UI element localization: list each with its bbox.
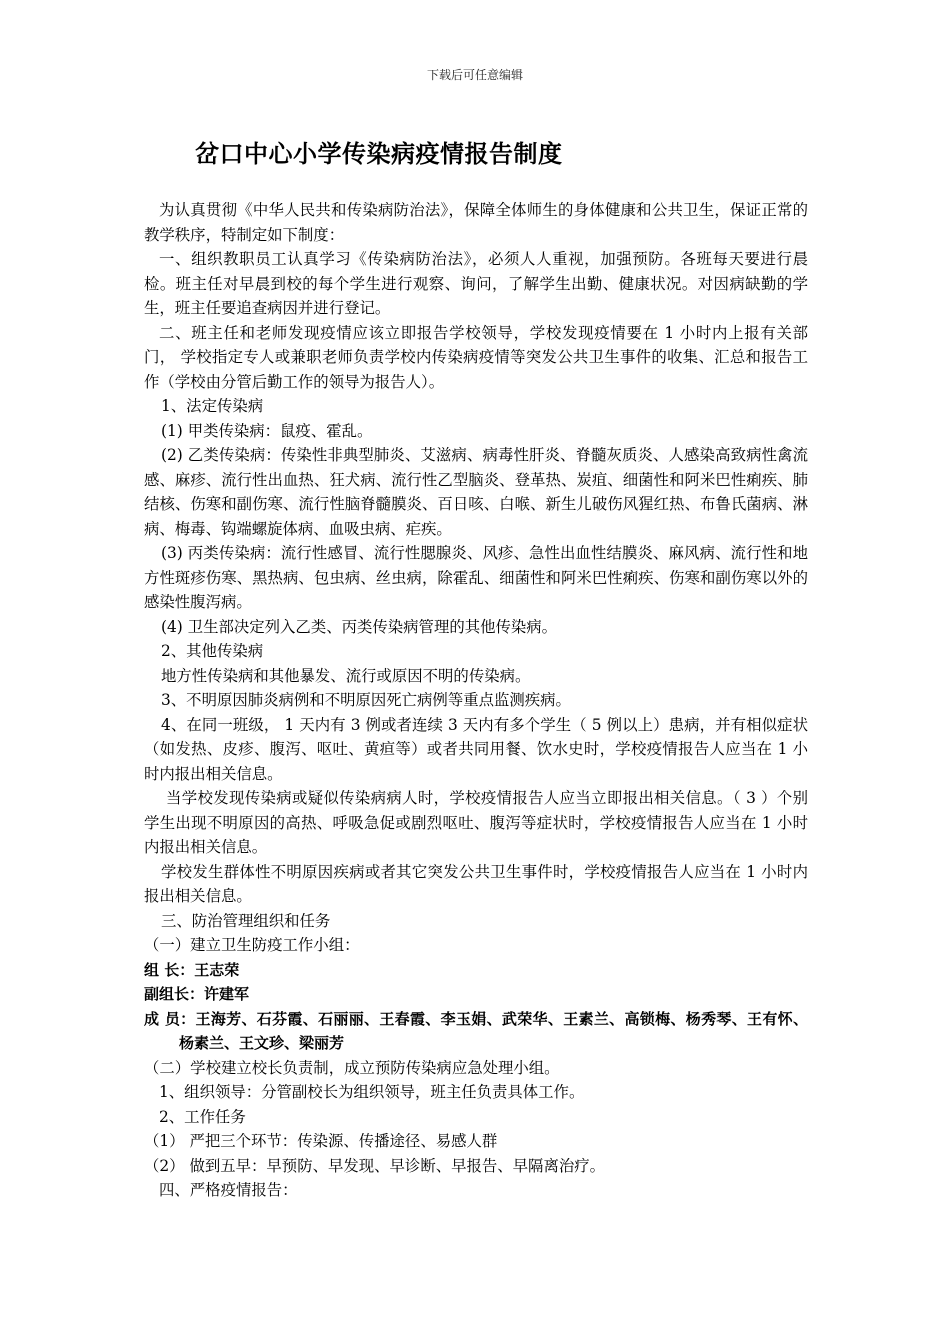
paragraph-three-links: （1） 严把三个环节：传染源、传播途径、易感人群 [144, 1132, 498, 1150]
paragraph-emergency-group: （二）学校建立校长负责制，成立预防传染病应急处理小组。 [144, 1058, 560, 1077]
paragraph-class-a: (1) 甲类传染病：鼠疫、霍乱。 [161, 421, 373, 440]
document-body [144, 198, 808, 1203]
paragraph-legal-diseases: 1、法定传染病 [161, 397, 264, 415]
paragraph-same-class: 4、在同一班级， 1 天内有 3 例或者连续 3 天内有多个学生（ 5 例以上）患病，并有相似症状（如发热、皮疹、腹泻、呕吐、黄疸等）或者共同用餐、饮水史时，学校疫情报告人应当在 1 小时内报出相关信息。 [144, 715, 808, 783]
paragraph-section-3: 三、防治管理组织和任务 [161, 911, 331, 930]
paragraph-five-early: （2） 做到五早：早预防、早发现、早诊断、早报告、早隔离治疗。 [144, 1156, 606, 1175]
paragraph-other-listed: (4) 卫生部决定列入乙类、丙类传染病管理的其他传染病。 [161, 617, 558, 636]
paragraph-section-2: 二、班主任和老师发现疫情应该立即报告学校领导，学校发现疫情要在 1 小时内上报有关部门， 学校指定专人或兼职老师负责学校内传染病疫情等突发公共卫生事件的收集、汇总和报告工作（学校由分管后勤工作的领导为报告人）。 [144, 323, 808, 391]
paragraph-class-b: (2) 乙类传染病：传染性非典型肺炎、艾滋病、病毒性肝炎、脊髓灰质炎、人感染高致病性禽流感、麻疹、流行性出血热、狂犬病、流行性乙型脑炎、登革热、炭疽、细菌性和阿米巴性痢疾、肺结核、伤寒和副伤寒、流行性脑脊髓膜炎、百日咳、白喉、新生儿破伤风猩红热、布鲁氏菌病、淋病、梅毒、钩端螺旋体病、血吸虫病、疟疾。 [144, 446, 808, 538]
page-header: 下载后可任意编辑 [426, 68, 523, 82]
paragraph-local-diseases: 地方性传染病和其他暴发、流行或原因不明的传染病。 [161, 666, 531, 685]
paragraph-section-1: 一、组织教职员工认真学习《传染病防治法》，必须人人重视，加强预防。各班每天要进行晨检。班主任对早晨到校的每个学生进行观察、询问，了解学生出勤、健康状况。对因病缺勤的学生，班主任要追查病因并进行登记。 [144, 250, 808, 317]
group-deputy: 副组长：许建军 [144, 985, 250, 1003]
group-members: 成 员：王海芳、石芬霞、石丽丽、王春霞、李玉娟、武荣华、王素兰、高锁梅、杨秀琴、王有怀、杨素兰、王文珍、梁丽芳 [144, 1009, 808, 1052]
paragraph-leadership: 1、组织领导：分管副校长为组织领导，班主任负责具体工作。 [159, 1083, 585, 1101]
paragraph-group-event: 学校发生群体性不明原因疾病或者其它突发公共卫生事件时，学校疫情报告人应当在 1 小时内报出相关信息。 [144, 862, 808, 905]
group-leader: 组 长：王志荣 [144, 960, 240, 979]
paragraph-other-diseases: 2、其他传染病 [161, 642, 264, 660]
paragraph-section-4: 四、严格疫情报告： [159, 1181, 298, 1199]
paragraph-monitoring: 3、不明原因肺炎病例和不明原因死亡病例等重点监测疾病。 [161, 691, 571, 709]
paragraph-group-setup: （一）建立卫生防疫工作小组： [144, 936, 360, 954]
paragraph-tasks: 2、工作任务 [159, 1107, 246, 1126]
paragraph-class-c: (3) 丙类传染病：流行性感冒、流行性腮腺炎、风疹、急性出血性结膜炎、麻风病、流行性和地方性斑疹伤寒、黑热病、包虫病、丝虫病，除霍乱、细菌性和阿米巴性痢疾、伤寒和副伤寒以外的感染性腹泻病。 [144, 544, 808, 611]
paragraph-intro: 为认真贯彻《中华人民共和传染病防治法》，保障全体师生的身体健康和公共卫生，保证正常的教学秩序，特制定如下制度： [144, 201, 808, 244]
paragraph-suspected: 当学校发现传染病或疑似传染病病人时，学校疫情报告人应当立即报出相关信息。（ 3 ）个别学生出现不明原因的高热、呼吸急促或剧烈呕吐、腹泻等症状时，学校疫情报告人应当在 1 小时内报出相关信息。 [144, 789, 808, 856]
document-title: 岔口中心小学传染病疫情报告制度 [195, 140, 563, 168]
